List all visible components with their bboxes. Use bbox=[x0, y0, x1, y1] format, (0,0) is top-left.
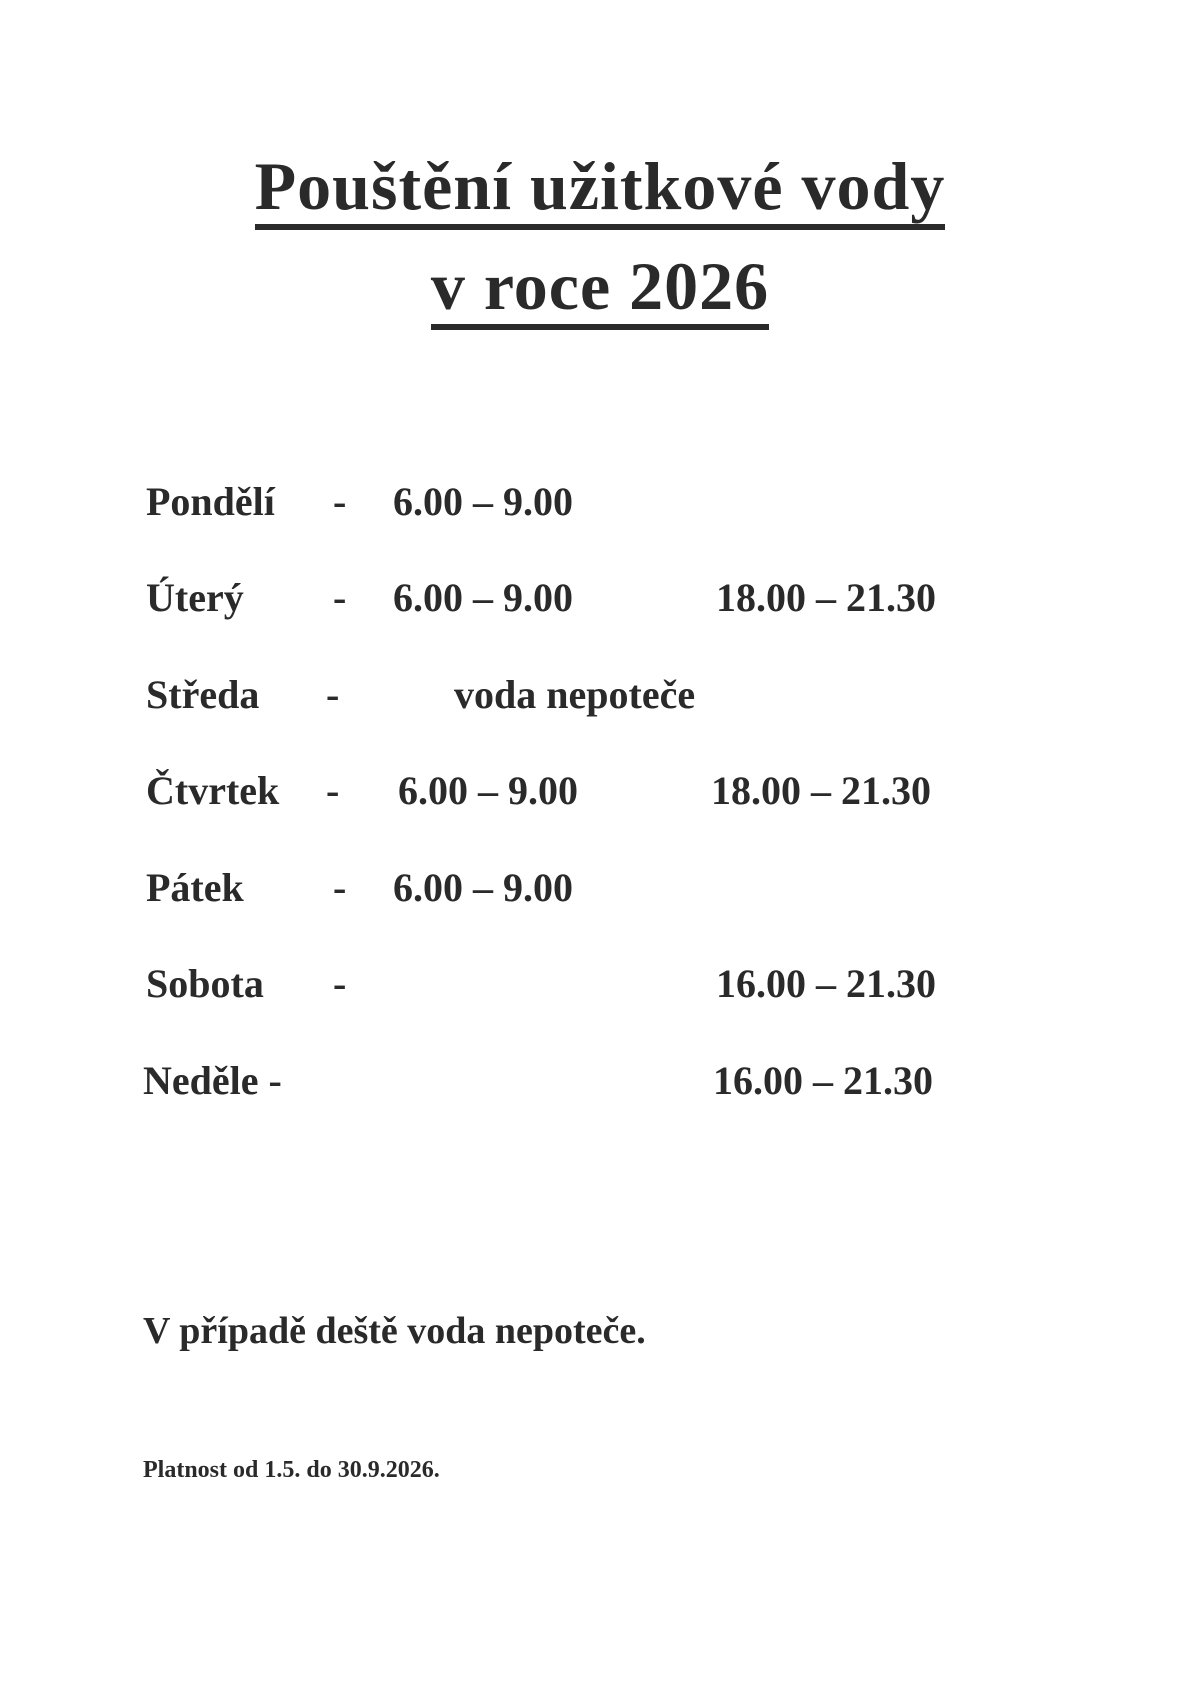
schedule-dash: - bbox=[333, 865, 347, 910]
page-title bbox=[0, 148, 1200, 230]
rain-note: V případě deště voda nepoteče. bbox=[143, 1310, 646, 1352]
schedule-day: Středa bbox=[146, 672, 260, 717]
schedule-evening: 16.00 – 21.30 bbox=[713, 1058, 933, 1103]
schedule-day: Neděle - bbox=[143, 1058, 282, 1103]
schedule-evening: 18.00 – 21.30 bbox=[716, 575, 936, 620]
schedule-morning: 6.00 – 9.00 bbox=[398, 768, 578, 813]
schedule-evening: 16.00 – 21.30 bbox=[716, 961, 936, 1006]
schedule-morning: 6.00 – 9.00 bbox=[393, 479, 573, 524]
page-subtitle bbox=[0, 248, 1200, 330]
schedule-status: voda nepoteče bbox=[454, 672, 696, 717]
title-line-1: Pouštění užitkové vody bbox=[255, 152, 946, 230]
schedule-day: Čtvrtek bbox=[146, 768, 280, 813]
schedule-day: Pátek bbox=[146, 865, 244, 910]
schedule-dash: - bbox=[333, 575, 347, 620]
schedule-day: Pondělí bbox=[146, 479, 275, 524]
schedule-dash: - bbox=[326, 672, 340, 717]
schedule-morning: 6.00 – 9.00 bbox=[393, 865, 573, 910]
schedule-dash: - bbox=[326, 768, 340, 813]
schedule-day: Sobota bbox=[146, 961, 264, 1006]
schedule-day: Úterý bbox=[146, 575, 244, 620]
title-line-2: v roce 2026 bbox=[431, 252, 769, 330]
schedule-evening: 18.00 – 21.30 bbox=[711, 768, 931, 813]
schedule-dash: - bbox=[333, 961, 347, 1006]
schedule-dash: - bbox=[333, 479, 347, 524]
schedule-morning: 6.00 – 9.00 bbox=[393, 575, 573, 620]
validity-note: Platnost od 1.5. do 30.9.2026. bbox=[143, 1457, 440, 1483]
